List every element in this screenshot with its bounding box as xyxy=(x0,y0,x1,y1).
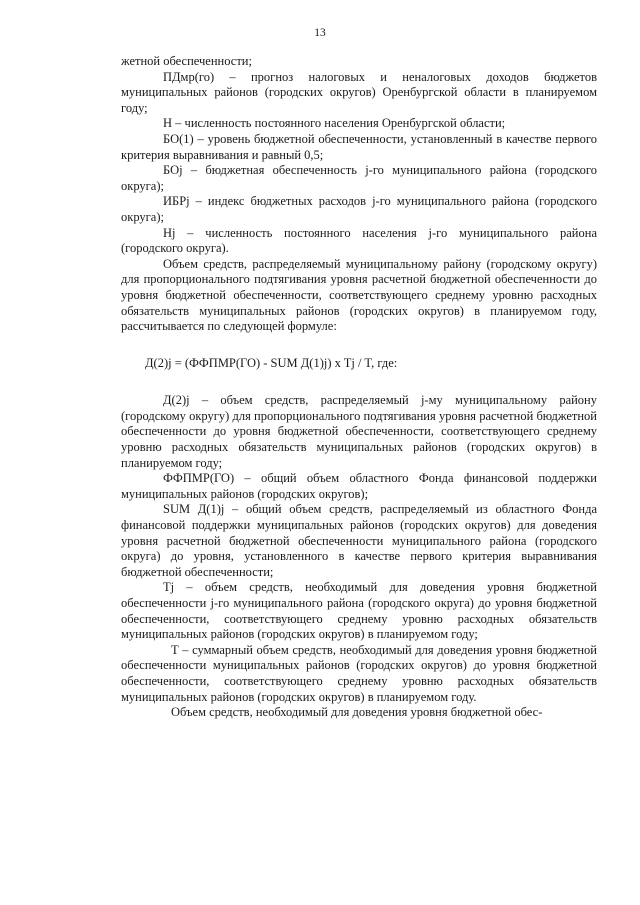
formula: Д(2)j = (ФФПМР(ГО) - SUM Д(1)j) x Tj / T, где: xyxy=(145,355,398,370)
paragraph: Нj – численность постоянного населения j-го муниципального района (городского округа). xyxy=(121,225,597,256)
page-number: 13 xyxy=(314,27,326,39)
paragraph: Т – суммарный объем средств, необходимый для доведения уровня бюджетной обеспеченности муниципальных районов (городских округов) до уровня бюджетной обеспеченности, соответствующего среднему уровню расходных обязательств муниципальных районов (городских округов) в планируемом году. xyxy=(121,642,597,704)
document-body xyxy=(121,54,597,721)
paragraph: БОj – бюджетная обеспеченность j-го муниципального района (городского округа); xyxy=(121,163,597,193)
paragraph: ИБРj – индекс бюджетных расходов j-го муниципального района (городского округа); xyxy=(121,194,597,224)
paragraph: Д(2)j – объем средств, распределяемый j-му муниципальному району (городскому округу) для пропорционального подтягивания уровня расчетной бюджетной обеспеченности до уровня бюджетной обеспеченности, соответствующего среднему уровню расходных обязательств муниципальных районов (городских округов) в планируемом году; xyxy=(121,393,597,470)
paragraph: Объем средств, распределяемый муниципальному району (городскому округу) для пропорционального подтягивания уровня расчетной бюджетной обеспеченности до уровня бюджетной обеспеченности, соответствующего среднему уровню расходных обязательств муниципальных районов (городских округов) в планируемом году, рассчитывается по следующей формуле: xyxy=(121,256,597,334)
paragraph: жетной обеспеченности; xyxy=(121,54,252,68)
paragraph: SUM Д(1)j – общий объем средств, распределяемый из областного Фонда финансовой поддержки муниципальных районов (городских округов) для доведения уровня расчетной бюджетной обеспеченности муниципального района (городского округа) до уровня, установленного в качестве первого критерия выравнивания бюджетной обеспеченности; xyxy=(121,502,597,579)
paragraph: Объем средств, необходимый для доведения уровня бюджетной обес- xyxy=(171,705,543,720)
paragraph: Н – численность постоянного населения Оренбургской области; xyxy=(163,116,506,131)
paragraph: Tj – объем средств, необходимый для доведения уровня бюджетной обеспеченности j-го муниципального района (городского округа) до уровня бюджетной обеспеченности, соответствующего среднему уровню расходных обязательств муниципальных районов (городских округов) в планируемом году; xyxy=(121,580,597,642)
paragraph: БО(1) – уровень бюджетной обеспеченности, установленный в качестве первого критерия выравнивания и равный 0,5; xyxy=(121,131,597,162)
paragraph: ФФПМР(ГО) – общий объем областного Фонда финансовой поддержки муниципальных районов (городских округов); xyxy=(121,471,597,501)
paragraph: ПДмр(го) – прогноз налоговых и неналоговых доходов бюджетов муниципальных районов (городских округов) Оренбургской области в планируемом году; xyxy=(121,69,597,115)
